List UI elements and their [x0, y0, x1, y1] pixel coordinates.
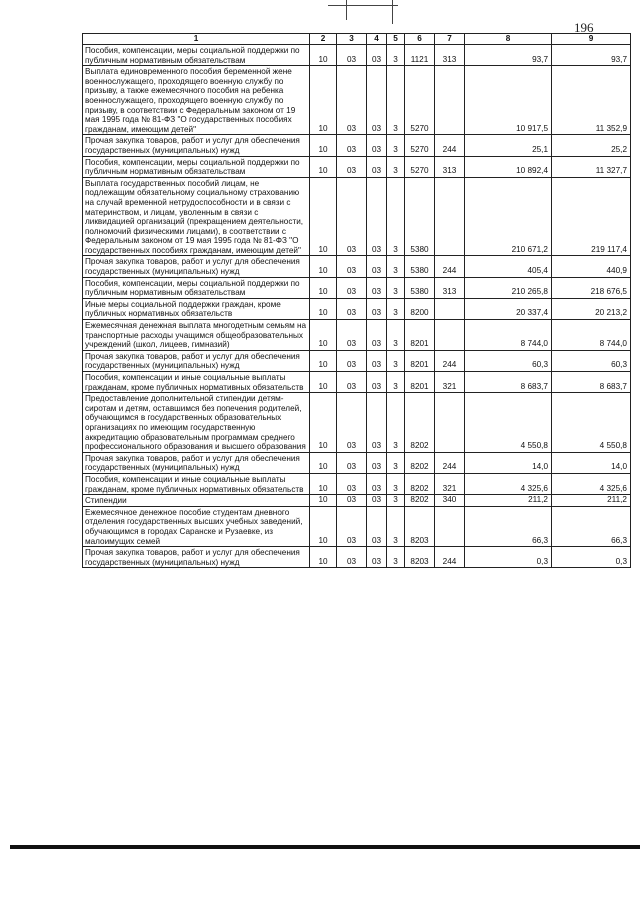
header-col-4: 4: [367, 34, 387, 45]
cell-amount-8: 14,0: [465, 452, 552, 473]
header-col-5: 5: [387, 34, 405, 45]
cell-target-code: 5270: [405, 156, 435, 177]
cell-program: 03: [367, 506, 387, 546]
table-row: [83, 66, 631, 135]
table-row: [83, 256, 631, 277]
header-col-2: 2: [310, 34, 337, 45]
cell-program: 03: [367, 320, 387, 351]
cell-amount-9: 440,9: [552, 256, 631, 277]
cell-target-code: 1121: [405, 45, 435, 66]
cell-subprogram: 3: [387, 256, 405, 277]
cell-section: 10: [310, 298, 337, 319]
cell-amount-9: 60,3: [552, 350, 631, 371]
table-row: [83, 506, 631, 546]
cell-subprogram: 3: [387, 277, 405, 298]
cell-subprogram: 3: [387, 298, 405, 319]
cell-target-code: 8200: [405, 298, 435, 319]
cell-subsection: 03: [337, 177, 367, 256]
cell-target-code: 5270: [405, 135, 435, 156]
cell-expense-type: 340: [435, 495, 465, 507]
cell-target-code: 8203: [405, 547, 435, 568]
cell-subprogram: 3: [387, 495, 405, 507]
cell-subprogram: 3: [387, 320, 405, 351]
cell-expense-type: 244: [435, 350, 465, 371]
cell-expense-type: 244: [435, 452, 465, 473]
table-row: [83, 473, 631, 494]
scan-mark-vertical: [392, 0, 393, 24]
cell-section: 10: [310, 350, 337, 371]
cell-amount-8: 211,2: [465, 495, 552, 507]
row-name: Пособия, компенсации и иные социальные выплаты гражданам, кроме публичных нормативных обязательств: [83, 473, 310, 494]
cell-amount-8: 405,4: [465, 256, 552, 277]
cell-amount-9: 8 744,0: [552, 320, 631, 351]
cell-subprogram: 3: [387, 350, 405, 371]
cell-expense-type: 321: [435, 473, 465, 494]
cell-amount-8: 20 337,4: [465, 298, 552, 319]
table-row: [83, 135, 631, 156]
cell-target-code: 8201: [405, 320, 435, 351]
cell-expense-type: 313: [435, 277, 465, 298]
table-row: [83, 350, 631, 371]
cell-amount-9: 93,7: [552, 45, 631, 66]
cell-target-code: 5380: [405, 277, 435, 298]
cell-section: 10: [310, 45, 337, 66]
row-name: Прочая закупка товаров, работ и услуг для обеспечения государственных (муниципальных) нужд: [83, 350, 310, 371]
cell-expense-type: [435, 393, 465, 453]
cell-section: 10: [310, 547, 337, 568]
cell-amount-9: 0,3: [552, 547, 631, 568]
row-name: Пособия, компенсации, меры социальной поддержки по публичным нормативным обязательствам: [83, 45, 310, 66]
row-name: Предоставление дополнительной стипендии детям-сиротам и детям, оставшимся без попечения родителей, обучающимся в государственных образовательных организациях по имеющим государственную аккредитацию образовательным программам среднего профессионального образования и высшего образования: [83, 393, 310, 453]
cell-subprogram: 3: [387, 547, 405, 568]
cell-amount-8: 66,3: [465, 506, 552, 546]
cell-amount-9: 219 117,4: [552, 177, 631, 256]
cell-amount-8: 10 917,5: [465, 66, 552, 135]
cell-section: 10: [310, 495, 337, 507]
row-name: Стипендии: [83, 495, 310, 507]
cell-amount-8: 10 892,4: [465, 156, 552, 177]
cell-expense-type: [435, 506, 465, 546]
cell-subsection: 03: [337, 393, 367, 453]
cell-expense-type: 244: [435, 547, 465, 568]
cell-amount-9: 25,2: [552, 135, 631, 156]
cell-amount-9: 14,0: [552, 452, 631, 473]
cell-section: 10: [310, 256, 337, 277]
cell-program: 03: [367, 547, 387, 568]
header-col-8: 8: [465, 34, 552, 45]
page-number: 196: [574, 20, 594, 35]
table-row: [83, 452, 631, 473]
header-col-1: 1: [83, 34, 310, 45]
cell-subprogram: 3: [387, 393, 405, 453]
header-col-9: 9: [552, 34, 631, 45]
cell-amount-9: 8 683,7: [552, 372, 631, 393]
cell-subsection: 03: [337, 350, 367, 371]
cell-program: 03: [367, 350, 387, 371]
cell-subsection: 03: [337, 277, 367, 298]
header-col-7: 7: [435, 34, 465, 45]
cell-amount-8: 60,3: [465, 350, 552, 371]
row-name: Ежемесячное денежное пособие студентам дневного отделения государственных высших учебных заведений, обучающимся в городах Саранске и Рузаевке, из малоимущих семей: [83, 506, 310, 546]
cell-subprogram: 3: [387, 372, 405, 393]
cell-program: 03: [367, 45, 387, 66]
cell-program: 03: [367, 256, 387, 277]
row-name: Прочая закупка товаров, работ и услуг для обеспечения государственных (муниципальных) нужд: [83, 256, 310, 277]
row-name: Пособия, компенсации, меры социальной поддержки по публичным нормативным обязательствам: [83, 156, 310, 177]
cell-subsection: 03: [337, 547, 367, 568]
cell-program: 03: [367, 393, 387, 453]
row-name: Прочая закупка товаров, работ и услуг для обеспечения государственных (муниципальных) нужд: [83, 135, 310, 156]
table-row: [83, 156, 631, 177]
row-name: Пособия, компенсации, меры социальной поддержки по публичным нормативным обязательствам: [83, 277, 310, 298]
cell-subprogram: 3: [387, 473, 405, 494]
cell-subprogram: 3: [387, 177, 405, 256]
cell-program: 03: [367, 156, 387, 177]
cell-amount-9: 211,2: [552, 495, 631, 507]
cell-target-code: 8202: [405, 452, 435, 473]
cell-target-code: 5380: [405, 177, 435, 256]
table-row: [83, 177, 631, 256]
cell-subsection: 03: [337, 506, 367, 546]
cell-subsection: 03: [337, 156, 367, 177]
table-row: [83, 277, 631, 298]
cell-program: 03: [367, 298, 387, 319]
cell-subsection: 03: [337, 495, 367, 507]
cell-section: 10: [310, 320, 337, 351]
row-name: Иные меры социальной поддержки граждан, кроме публичных нормативных обязательств: [83, 298, 310, 319]
cell-expense-type: 244: [435, 256, 465, 277]
cell-subsection: 03: [337, 66, 367, 135]
cell-subsection: 03: [337, 452, 367, 473]
cell-amount-9: 20 213,2: [552, 298, 631, 319]
cell-target-code: 8203: [405, 506, 435, 546]
table-row: [83, 393, 631, 453]
cell-target-code: 8201: [405, 350, 435, 371]
cell-program: 03: [367, 277, 387, 298]
cell-program: 03: [367, 452, 387, 473]
scan-mark-vertical: [346, 0, 347, 20]
table-row: [83, 298, 631, 319]
cell-amount-9: 4 325,6: [552, 473, 631, 494]
cell-amount-8: 93,7: [465, 45, 552, 66]
cell-amount-9: 218 676,5: [552, 277, 631, 298]
cell-expense-type: 313: [435, 156, 465, 177]
cell-section: 10: [310, 473, 337, 494]
cell-subprogram: 3: [387, 135, 405, 156]
cell-target-code: 5270: [405, 66, 435, 135]
budget-table: [82, 33, 631, 568]
cell-program: 03: [367, 135, 387, 156]
cell-subprogram: 3: [387, 506, 405, 546]
scan-mark-horizontal: [328, 5, 398, 6]
cell-subsection: 03: [337, 298, 367, 319]
table-row: [83, 45, 631, 66]
cell-program: 03: [367, 495, 387, 507]
cell-subsection: 03: [337, 320, 367, 351]
cell-subprogram: 3: [387, 66, 405, 135]
cell-section: 10: [310, 135, 337, 156]
cell-expense-type: [435, 298, 465, 319]
cell-subprogram: 3: [387, 45, 405, 66]
cell-expense-type: 244: [435, 135, 465, 156]
cell-expense-type: 313: [435, 45, 465, 66]
table-row: [83, 320, 631, 351]
cell-subprogram: 3: [387, 156, 405, 177]
cell-target-code: 5380: [405, 256, 435, 277]
cell-section: 10: [310, 452, 337, 473]
table-row: [83, 547, 631, 568]
header-col-3: 3: [337, 34, 367, 45]
cell-amount-8: 0,3: [465, 547, 552, 568]
row-name: Ежемесячная денежная выплата многодетным семьям на транспортные расходы учащимся общеобразовательных учреждений (школ, лицеев, гимназий): [83, 320, 310, 351]
cell-expense-type: 321: [435, 372, 465, 393]
cell-program: 03: [367, 372, 387, 393]
scan-edge-line: [10, 845, 640, 849]
cell-subsection: 03: [337, 135, 367, 156]
cell-section: 10: [310, 372, 337, 393]
cell-subprogram: 3: [387, 452, 405, 473]
cell-section: 10: [310, 277, 337, 298]
row-name: Прочая закупка товаров, работ и услуг для обеспечения государственных (муниципальных) нужд: [83, 547, 310, 568]
cell-section: 10: [310, 506, 337, 546]
cell-program: 03: [367, 177, 387, 256]
cell-section: 10: [310, 177, 337, 256]
cell-program: 03: [367, 66, 387, 135]
cell-target-code: 8202: [405, 393, 435, 453]
cell-amount-8: 8 744,0: [465, 320, 552, 351]
cell-target-code: 8201: [405, 372, 435, 393]
cell-target-code: 8202: [405, 495, 435, 507]
cell-section: 10: [310, 393, 337, 453]
row-name: Пособия, компенсации и иные социальные выплаты гражданам, кроме публичных нормативных обязательств: [83, 372, 310, 393]
cell-subsection: 03: [337, 473, 367, 494]
cell-program: 03: [367, 473, 387, 494]
row-name: Выплата государственных пособий лицам, не подлежащим обязательному социальному страхованию на случай временной нетрудоспособности и в связи с материнством, и лицам, уволенным в связи с ликвидацией организаций (прекращением деятельности, полномочий физическими лицами), в соответствии с Федеральным законом от 19 мая 1995 года № 81-ФЗ "О государственных пособиях гражданам, имеющим детей": [83, 177, 310, 256]
cell-target-code: 8202: [405, 473, 435, 494]
cell-section: 10: [310, 66, 337, 135]
table-row: [83, 372, 631, 393]
cell-expense-type: [435, 66, 465, 135]
cell-amount-9: 66,3: [552, 506, 631, 546]
cell-expense-type: [435, 177, 465, 256]
row-name: Прочая закупка товаров, работ и услуг для обеспечения государственных (муниципальных) нужд: [83, 452, 310, 473]
cell-amount-9: 11 352,9: [552, 66, 631, 135]
cell-amount-8: 4 325,6: [465, 473, 552, 494]
row-name: Выплата единовременного пособия беременной жене военнослужащего, проходящего военную службу по призыву, а также ежемесячного пособия на ребенка военнослужащего, проходящего военную службу по призыву, в соответствии с Федеральным законом от 19 мая 1995 года № 81-ФЗ "О государственных пособиях гражданам, имеющим детей": [83, 66, 310, 135]
cell-amount-9: 4 550,8: [552, 393, 631, 453]
cell-amount-8: 210 265,8: [465, 277, 552, 298]
cell-amount-8: 25,1: [465, 135, 552, 156]
cell-expense-type: [435, 320, 465, 351]
table-header-row: [83, 34, 631, 45]
cell-amount-8: 210 671,2: [465, 177, 552, 256]
cell-amount-8: 8 683,7: [465, 372, 552, 393]
header-col-6: 6: [405, 34, 435, 45]
cell-subsection: 03: [337, 45, 367, 66]
table-row: [83, 495, 631, 507]
cell-section: 10: [310, 156, 337, 177]
cell-subsection: 03: [337, 372, 367, 393]
cell-subsection: 03: [337, 256, 367, 277]
cell-amount-8: 4 550,8: [465, 393, 552, 453]
cell-amount-9: 11 327,7: [552, 156, 631, 177]
